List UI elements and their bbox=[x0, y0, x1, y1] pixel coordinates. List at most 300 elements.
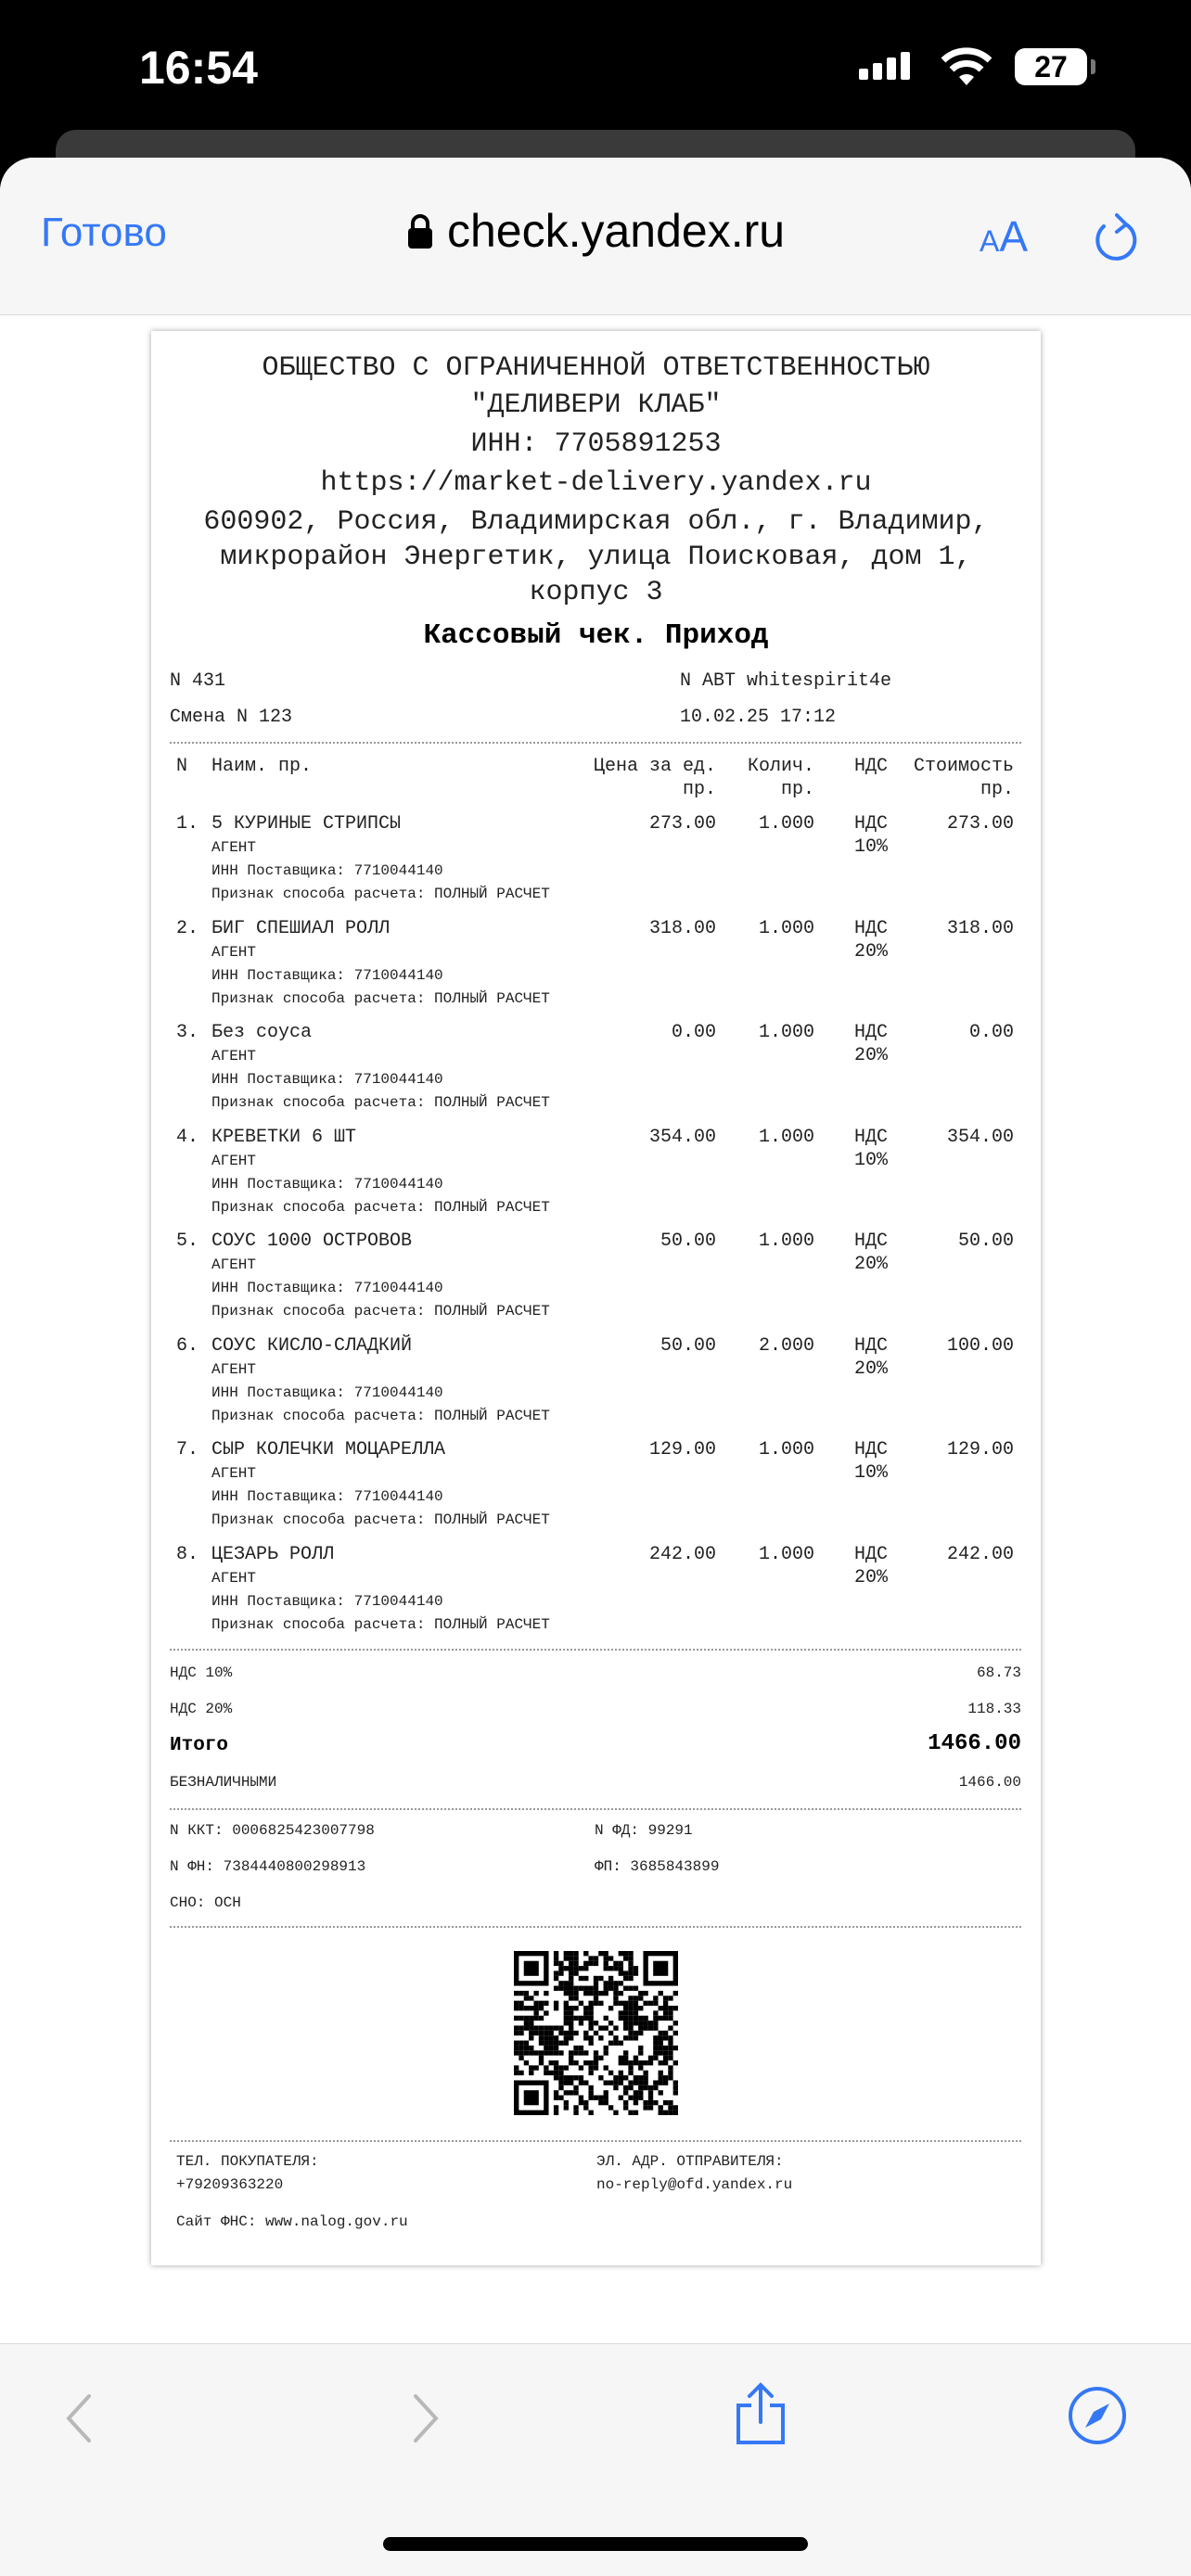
qr-module bbox=[628, 2001, 633, 2006]
qr-module bbox=[594, 1981, 598, 1985]
qr-module bbox=[604, 2046, 608, 2050]
qr-module bbox=[623, 2016, 628, 2021]
qr-module bbox=[634, 2111, 638, 2115]
qr-module bbox=[519, 2041, 523, 2046]
qr-module bbox=[583, 1951, 588, 1956]
item-vat-rate: 10% bbox=[854, 836, 889, 858]
qr-module bbox=[564, 1966, 569, 1970]
item-payment-method: Признак способа расчета: ПОЛНЫЙ РАСЧЕТ bbox=[211, 1198, 550, 1216]
qr-module bbox=[653, 2001, 658, 2006]
item-qty: 1.000 bbox=[758, 1231, 814, 1252]
battery-tip bbox=[1091, 59, 1095, 74]
qr-module bbox=[583, 1986, 588, 1991]
item-vat: НДС bbox=[854, 1439, 889, 1460]
qr-module bbox=[643, 2025, 647, 2030]
qr-module bbox=[564, 2035, 569, 2040]
qr-module bbox=[653, 2046, 658, 2050]
qr-module bbox=[588, 1956, 593, 1960]
qr-module bbox=[673, 2046, 678, 2050]
item-cost: 0.00 bbox=[968, 1022, 1014, 1043]
qr-module bbox=[634, 2090, 638, 2095]
item-supplier-inn: ИНН Поставщика: 7710044140 bbox=[211, 862, 443, 879]
qr-module bbox=[544, 2025, 548, 2030]
vat20-value: 118.33 bbox=[967, 1701, 1021, 1717]
item-supplier-inn: ИНН Поставщика: 7710044140 bbox=[211, 1280, 443, 1296]
qr-module bbox=[573, 2090, 578, 2095]
item-qty: 1.000 bbox=[758, 1126, 814, 1148]
qr-module bbox=[648, 2105, 653, 2110]
qr-module bbox=[558, 2050, 563, 2055]
qr-module bbox=[608, 1986, 613, 1991]
item-number: 5. bbox=[176, 1231, 199, 1252]
qr-module bbox=[623, 2025, 628, 2030]
qr-module bbox=[588, 1961, 593, 1966]
item-vat: НДС bbox=[854, 813, 889, 835]
qr-module bbox=[668, 1996, 672, 2000]
text-size-small: A bbox=[980, 224, 1000, 258]
qr-module bbox=[554, 2071, 558, 2075]
qr-module bbox=[549, 2060, 554, 2065]
qr-module bbox=[619, 1966, 623, 1970]
qr-module bbox=[628, 2025, 633, 2030]
qr-module bbox=[564, 2105, 569, 2110]
cashless-label: БЕЗНАЛИЧНЫМИ bbox=[170, 1774, 277, 1791]
qr-module bbox=[628, 1951, 633, 1956]
item-qty: 1.000 bbox=[758, 917, 814, 939]
qr-module bbox=[623, 2100, 628, 2105]
qr-module bbox=[544, 2071, 548, 2075]
qr-module bbox=[533, 2025, 538, 2030]
qr-module bbox=[638, 2090, 643, 2095]
qr-module bbox=[628, 1970, 633, 1975]
item-vat: НДС bbox=[854, 1231, 889, 1252]
browser-navbar bbox=[0, 158, 1191, 315]
divider bbox=[170, 2140, 1021, 2142]
qr-module bbox=[634, 1966, 638, 1970]
qr-module bbox=[619, 1970, 623, 1975]
qr-module bbox=[608, 2041, 613, 2046]
qr-module bbox=[638, 2050, 643, 2055]
item-vat-rate: 10% bbox=[854, 1149, 889, 1171]
qr-module bbox=[519, 2056, 523, 2060]
qr-module bbox=[659, 2111, 663, 2115]
qr-module bbox=[608, 1956, 613, 1960]
item-vat-rate: 20% bbox=[854, 1045, 889, 1066]
receipt bbox=[151, 331, 1041, 2265]
item-cost: 354.00 bbox=[946, 1126, 1014, 1148]
qr-module bbox=[638, 1996, 643, 2000]
qr-module bbox=[628, 2080, 633, 2085]
item-number: 3. bbox=[176, 1022, 199, 1043]
qr-module bbox=[663, 2016, 668, 2021]
qr-module bbox=[529, 2031, 533, 2035]
qr-module bbox=[564, 2065, 569, 2070]
qr-module bbox=[554, 1970, 558, 1975]
qr-module bbox=[519, 2046, 523, 2050]
compass-icon[interactable] bbox=[1067, 2385, 1128, 2446]
qr-module bbox=[524, 2016, 529, 2021]
qr-module bbox=[564, 2041, 569, 2046]
qr-module bbox=[588, 2041, 593, 2046]
item-vat-rate: 20% bbox=[854, 1254, 889, 1275]
qr-module bbox=[583, 1966, 588, 1970]
item-name: СЫР КОЛЕЧКИ МОЦАРЕЛЛА bbox=[211, 1439, 446, 1460]
qr-module bbox=[608, 2105, 613, 2110]
qr-module bbox=[583, 2035, 588, 2040]
qr-module bbox=[619, 1981, 623, 1985]
qr-module bbox=[554, 1956, 558, 1960]
qr-module bbox=[598, 1991, 603, 1996]
qr-module bbox=[579, 2001, 583, 2006]
col-cost-unit: пр. bbox=[980, 779, 1014, 800]
qr-module bbox=[588, 2006, 593, 2010]
qr-module bbox=[673, 2085, 678, 2090]
qr-module bbox=[564, 2016, 569, 2021]
qr-module bbox=[623, 2090, 628, 2095]
qr-module bbox=[663, 2031, 668, 2035]
qr-module bbox=[613, 2041, 618, 2046]
qr-module bbox=[648, 2085, 653, 2090]
qr-module bbox=[653, 2035, 658, 2040]
qr-module bbox=[628, 2060, 633, 2065]
qr-module bbox=[663, 2010, 668, 2015]
qr-module bbox=[529, 2050, 533, 2055]
qr-module bbox=[564, 2010, 569, 2015]
text-size-large: A bbox=[999, 212, 1029, 261]
forward-icon[interactable] bbox=[406, 2391, 443, 2446]
qr-module bbox=[623, 2006, 628, 2010]
qr-module bbox=[594, 2060, 598, 2065]
vat10-value: 68.73 bbox=[976, 1664, 1021, 1681]
qr-module bbox=[514, 2071, 519, 2075]
qr-module bbox=[613, 1996, 618, 2000]
qr-module bbox=[638, 2085, 643, 2090]
qr-module bbox=[623, 2060, 628, 2065]
tax-system: СНО: ОСН bbox=[170, 1894, 241, 1911]
qr-module bbox=[663, 2046, 668, 2050]
qr-module bbox=[579, 1976, 583, 1981]
qr-module bbox=[564, 1986, 569, 1991]
qr-module bbox=[564, 2090, 569, 2095]
qr-module bbox=[564, 2006, 569, 2010]
qr-module bbox=[604, 2016, 608, 2021]
item-qty: 1.000 bbox=[758, 1022, 814, 1043]
qr-module bbox=[619, 2041, 623, 2046]
qr-module bbox=[668, 2050, 672, 2055]
qr-module bbox=[659, 2071, 663, 2075]
qr-module bbox=[604, 2100, 608, 2105]
qr-module bbox=[608, 2006, 613, 2010]
qr-module bbox=[613, 1961, 618, 1966]
qr-module bbox=[583, 2105, 588, 2110]
qr-module bbox=[579, 1966, 583, 1970]
qr-module bbox=[533, 2065, 538, 2070]
total-label: Итого bbox=[170, 1735, 229, 1756]
buyer-phone-label: ТЕЛ. ПОКУПАТЕЛЯ: bbox=[176, 2153, 319, 2170]
qr-module bbox=[564, 1991, 569, 1996]
item-name: СОУС КИСЛО-СЛАДКИЙ bbox=[211, 1334, 413, 1357]
qr-module bbox=[569, 2035, 573, 2040]
qr-module bbox=[604, 1986, 608, 1991]
qr-module bbox=[634, 2021, 638, 2025]
kkt-number: N ККТ: 0006825423007798 bbox=[170, 1822, 375, 1839]
qr-module bbox=[608, 1966, 613, 1970]
qr-module bbox=[549, 2025, 554, 2030]
qr-module bbox=[643, 2021, 647, 2025]
qr-module bbox=[628, 2085, 633, 2090]
qr-module bbox=[539, 2025, 544, 2030]
qr-module bbox=[529, 2071, 533, 2075]
qr-module bbox=[619, 2075, 623, 2080]
item-cost: 273.00 bbox=[946, 813, 1014, 835]
col-qty-unit: пр. bbox=[780, 779, 814, 800]
qr-module bbox=[653, 2021, 658, 2025]
qr-module bbox=[663, 2080, 668, 2085]
qr-module bbox=[604, 2096, 608, 2100]
item-name: 5 КУРИНЫЕ СТРИПСЫ bbox=[211, 813, 402, 835]
qr-module bbox=[648, 2001, 653, 2006]
qr-module bbox=[659, 2105, 663, 2110]
item-supplier-inn: ИНН Поставщика: 7710044140 bbox=[211, 1071, 443, 1088]
qr-module bbox=[569, 1961, 573, 1966]
qr-module bbox=[638, 2046, 643, 2050]
item-cost: 318.00 bbox=[946, 917, 1014, 939]
qr-module bbox=[634, 2031, 638, 2035]
qr-module bbox=[673, 1991, 678, 1996]
item-supplier-inn: ИНН Поставщика: 7710044140 bbox=[211, 1592, 443, 1610]
qr-module bbox=[519, 2031, 523, 2035]
qr-module bbox=[634, 2060, 638, 2065]
item-qty: 1.000 bbox=[758, 813, 814, 835]
qr-module bbox=[573, 1951, 578, 1956]
text-size-button[interactable] bbox=[980, 211, 1028, 261]
qr-module bbox=[659, 2031, 663, 2035]
qr-module bbox=[668, 2025, 672, 2030]
qr-module bbox=[648, 2096, 653, 2100]
qr-module bbox=[554, 2006, 558, 2010]
item-name: КРЕВЕТКИ 6 ШТ bbox=[211, 1126, 357, 1148]
qr-module bbox=[588, 2021, 593, 2025]
qr-module bbox=[619, 2010, 623, 2015]
lock-icon bbox=[406, 213, 434, 250]
qr-module bbox=[604, 2050, 608, 2055]
qr-module bbox=[653, 2010, 658, 2015]
item-number: 2. bbox=[176, 917, 199, 939]
qr-module bbox=[579, 2100, 583, 2105]
qr-module bbox=[628, 2031, 633, 2035]
qr-module bbox=[659, 2060, 663, 2065]
qr-module bbox=[554, 2046, 558, 2050]
qr-module bbox=[648, 2090, 653, 2095]
qr-module bbox=[634, 2006, 638, 2010]
qr-module bbox=[598, 2001, 603, 2006]
qr-module bbox=[673, 2006, 678, 2010]
qr-module bbox=[573, 1996, 578, 2000]
qr-module bbox=[539, 2031, 544, 2035]
qr-module bbox=[659, 1991, 663, 1996]
qr-module bbox=[613, 2075, 618, 2080]
qr-module bbox=[634, 1986, 638, 1991]
address-line2: микрорайон Энергетик, улица Поисковая, дом 1, bbox=[220, 542, 972, 573]
qr-module bbox=[514, 2031, 519, 2035]
qr-module bbox=[643, 2105, 647, 2110]
qr-module bbox=[583, 2060, 588, 2065]
col-price-unit: пр. bbox=[682, 779, 716, 800]
qr-module bbox=[594, 2096, 598, 2100]
qr-module bbox=[668, 2105, 672, 2110]
receipt-datetime: 10.02.25 17:12 bbox=[680, 707, 837, 728]
qr-module bbox=[643, 2071, 647, 2075]
qr-module bbox=[634, 1996, 638, 2000]
qr-module bbox=[623, 1951, 628, 1956]
qr-module bbox=[598, 2056, 603, 2060]
qr-module bbox=[673, 2021, 678, 2025]
qr-module bbox=[653, 2050, 658, 2055]
item-agent: АГЕНТ bbox=[211, 1569, 257, 1587]
qr-module bbox=[573, 2050, 578, 2055]
share-icon[interactable] bbox=[733, 2381, 788, 2446]
qr-module bbox=[663, 2035, 668, 2040]
qr-module bbox=[533, 1991, 538, 1996]
qr-module bbox=[628, 2111, 633, 2115]
qr-module bbox=[608, 2080, 613, 2085]
qr-module bbox=[554, 2060, 558, 2065]
qr-module bbox=[539, 2006, 544, 2010]
col-name: Наим. пр. bbox=[211, 756, 313, 777]
qr-module bbox=[634, 2080, 638, 2085]
page-content bbox=[0, 315, 1191, 2343]
qr-module bbox=[573, 2031, 578, 2035]
qr-module bbox=[668, 2046, 672, 2050]
qr-module bbox=[613, 2001, 618, 2006]
fns-site[interactable]: Сайт ФНС: www.nalog.gov.ru bbox=[176, 2213, 408, 2230]
qr-module bbox=[673, 2080, 678, 2085]
item-payment-method: Признак способа расчета: ПОЛНЫЙ РАСЧЕТ bbox=[211, 1303, 550, 1320]
qr-module bbox=[673, 2111, 678, 2115]
qr-module bbox=[663, 2001, 668, 2006]
qr-module bbox=[529, 1996, 533, 2000]
qr-module bbox=[663, 2111, 668, 2115]
qr-module bbox=[604, 2080, 608, 2085]
qr-module bbox=[623, 1970, 628, 1975]
qr-module bbox=[533, 2001, 538, 2006]
back-icon[interactable] bbox=[61, 2391, 98, 2446]
qr-module bbox=[564, 2021, 569, 2025]
qr-module bbox=[643, 1991, 647, 1996]
qr-module bbox=[524, 2050, 529, 2055]
qr-module bbox=[583, 1961, 588, 1966]
qr-module bbox=[598, 1976, 603, 1981]
item-agent: АГЕНТ bbox=[211, 1256, 257, 1273]
item-number: 8. bbox=[176, 1543, 199, 1565]
org-inn: ИНН: 7705891253 bbox=[470, 428, 722, 460]
qr-module bbox=[623, 1956, 628, 1960]
qr-module bbox=[514, 2046, 519, 2050]
qr-module bbox=[573, 1991, 578, 1996]
qr-module bbox=[514, 2006, 519, 2010]
qr-module bbox=[634, 2096, 638, 2100]
qr-module bbox=[554, 1976, 558, 1981]
qr-module bbox=[653, 2056, 658, 2060]
qr-module bbox=[604, 1956, 608, 1960]
qr-module bbox=[594, 2056, 598, 2060]
qr-module bbox=[608, 2021, 613, 2025]
qr-module bbox=[569, 1966, 573, 1970]
qr-code[interactable] bbox=[514, 1951, 678, 2115]
qr-module bbox=[648, 2021, 653, 2025]
reload-icon[interactable] bbox=[1091, 210, 1141, 265]
qr-module bbox=[579, 2065, 583, 2070]
qr-module bbox=[569, 2010, 573, 2015]
qr-module bbox=[623, 2105, 628, 2110]
qr-module bbox=[653, 2085, 658, 2090]
qr-module bbox=[604, 1961, 608, 1966]
qr-module bbox=[628, 1961, 633, 1966]
sender-email[interactable]: no-reply@ofd.yandex.ru bbox=[596, 2176, 793, 2193]
qr-module bbox=[554, 2041, 558, 2046]
done-button[interactable]: Готово bbox=[41, 210, 167, 255]
qr-module bbox=[569, 2080, 573, 2085]
qr-module bbox=[594, 1956, 598, 1960]
qr-module bbox=[619, 2060, 623, 2065]
qr-module bbox=[608, 2031, 613, 2035]
qr-module bbox=[653, 2100, 658, 2105]
status-bar bbox=[0, 0, 1191, 158]
qr-module bbox=[544, 2065, 548, 2070]
item-qty: 1.000 bbox=[758, 1543, 814, 1565]
qr-module bbox=[588, 2065, 593, 2070]
qr-module bbox=[579, 2080, 583, 2085]
qr-module bbox=[583, 2080, 588, 2085]
qr-module bbox=[594, 1986, 598, 1991]
qr-module bbox=[643, 2085, 647, 2090]
qr-module bbox=[648, 2025, 653, 2030]
qr-module bbox=[643, 2060, 647, 2065]
item-cost: 100.00 bbox=[946, 1334, 1014, 1357]
qr-module bbox=[588, 2010, 593, 2015]
qr-module bbox=[558, 2080, 563, 2085]
qr-module bbox=[638, 1991, 643, 1996]
qr-module bbox=[594, 1996, 598, 2000]
qr-module bbox=[524, 2041, 529, 2046]
divider bbox=[170, 1808, 1021, 1810]
qr-module bbox=[554, 1951, 558, 1956]
qr-module bbox=[653, 2025, 658, 2030]
qr-module bbox=[583, 2016, 588, 2021]
qr-module bbox=[663, 2006, 668, 2010]
qr-module bbox=[544, 2035, 548, 2040]
org-name-line1: ОБЩЕСТВО С ОГРАНИЧЕННОЙ ОТВЕТСТВЕННОСТЬЮ bbox=[262, 352, 930, 384]
item-price: 50.00 bbox=[660, 1334, 716, 1357]
qr-module bbox=[588, 2001, 593, 2006]
qr-module bbox=[533, 2031, 538, 2035]
qr-module bbox=[613, 1991, 618, 1996]
qr-module bbox=[594, 2050, 598, 2055]
qr-module bbox=[623, 1986, 628, 1991]
qr-module bbox=[554, 2050, 558, 2055]
item-cost: 50.00 bbox=[957, 1231, 1014, 1252]
qr-module bbox=[619, 2080, 623, 2085]
divider bbox=[170, 1649, 1021, 1651]
qr-module bbox=[668, 2010, 672, 2015]
org-website: https://market-delivery.yandex.ru bbox=[320, 467, 872, 499]
qr-module bbox=[569, 2025, 573, 2030]
qr-module bbox=[519, 2006, 523, 2010]
qr-module bbox=[539, 2041, 544, 2046]
qr-module bbox=[564, 2100, 569, 2105]
item-supplier-inn: ИНН Поставщика: 7710044140 bbox=[211, 1384, 443, 1401]
qr-module bbox=[598, 2025, 603, 2030]
